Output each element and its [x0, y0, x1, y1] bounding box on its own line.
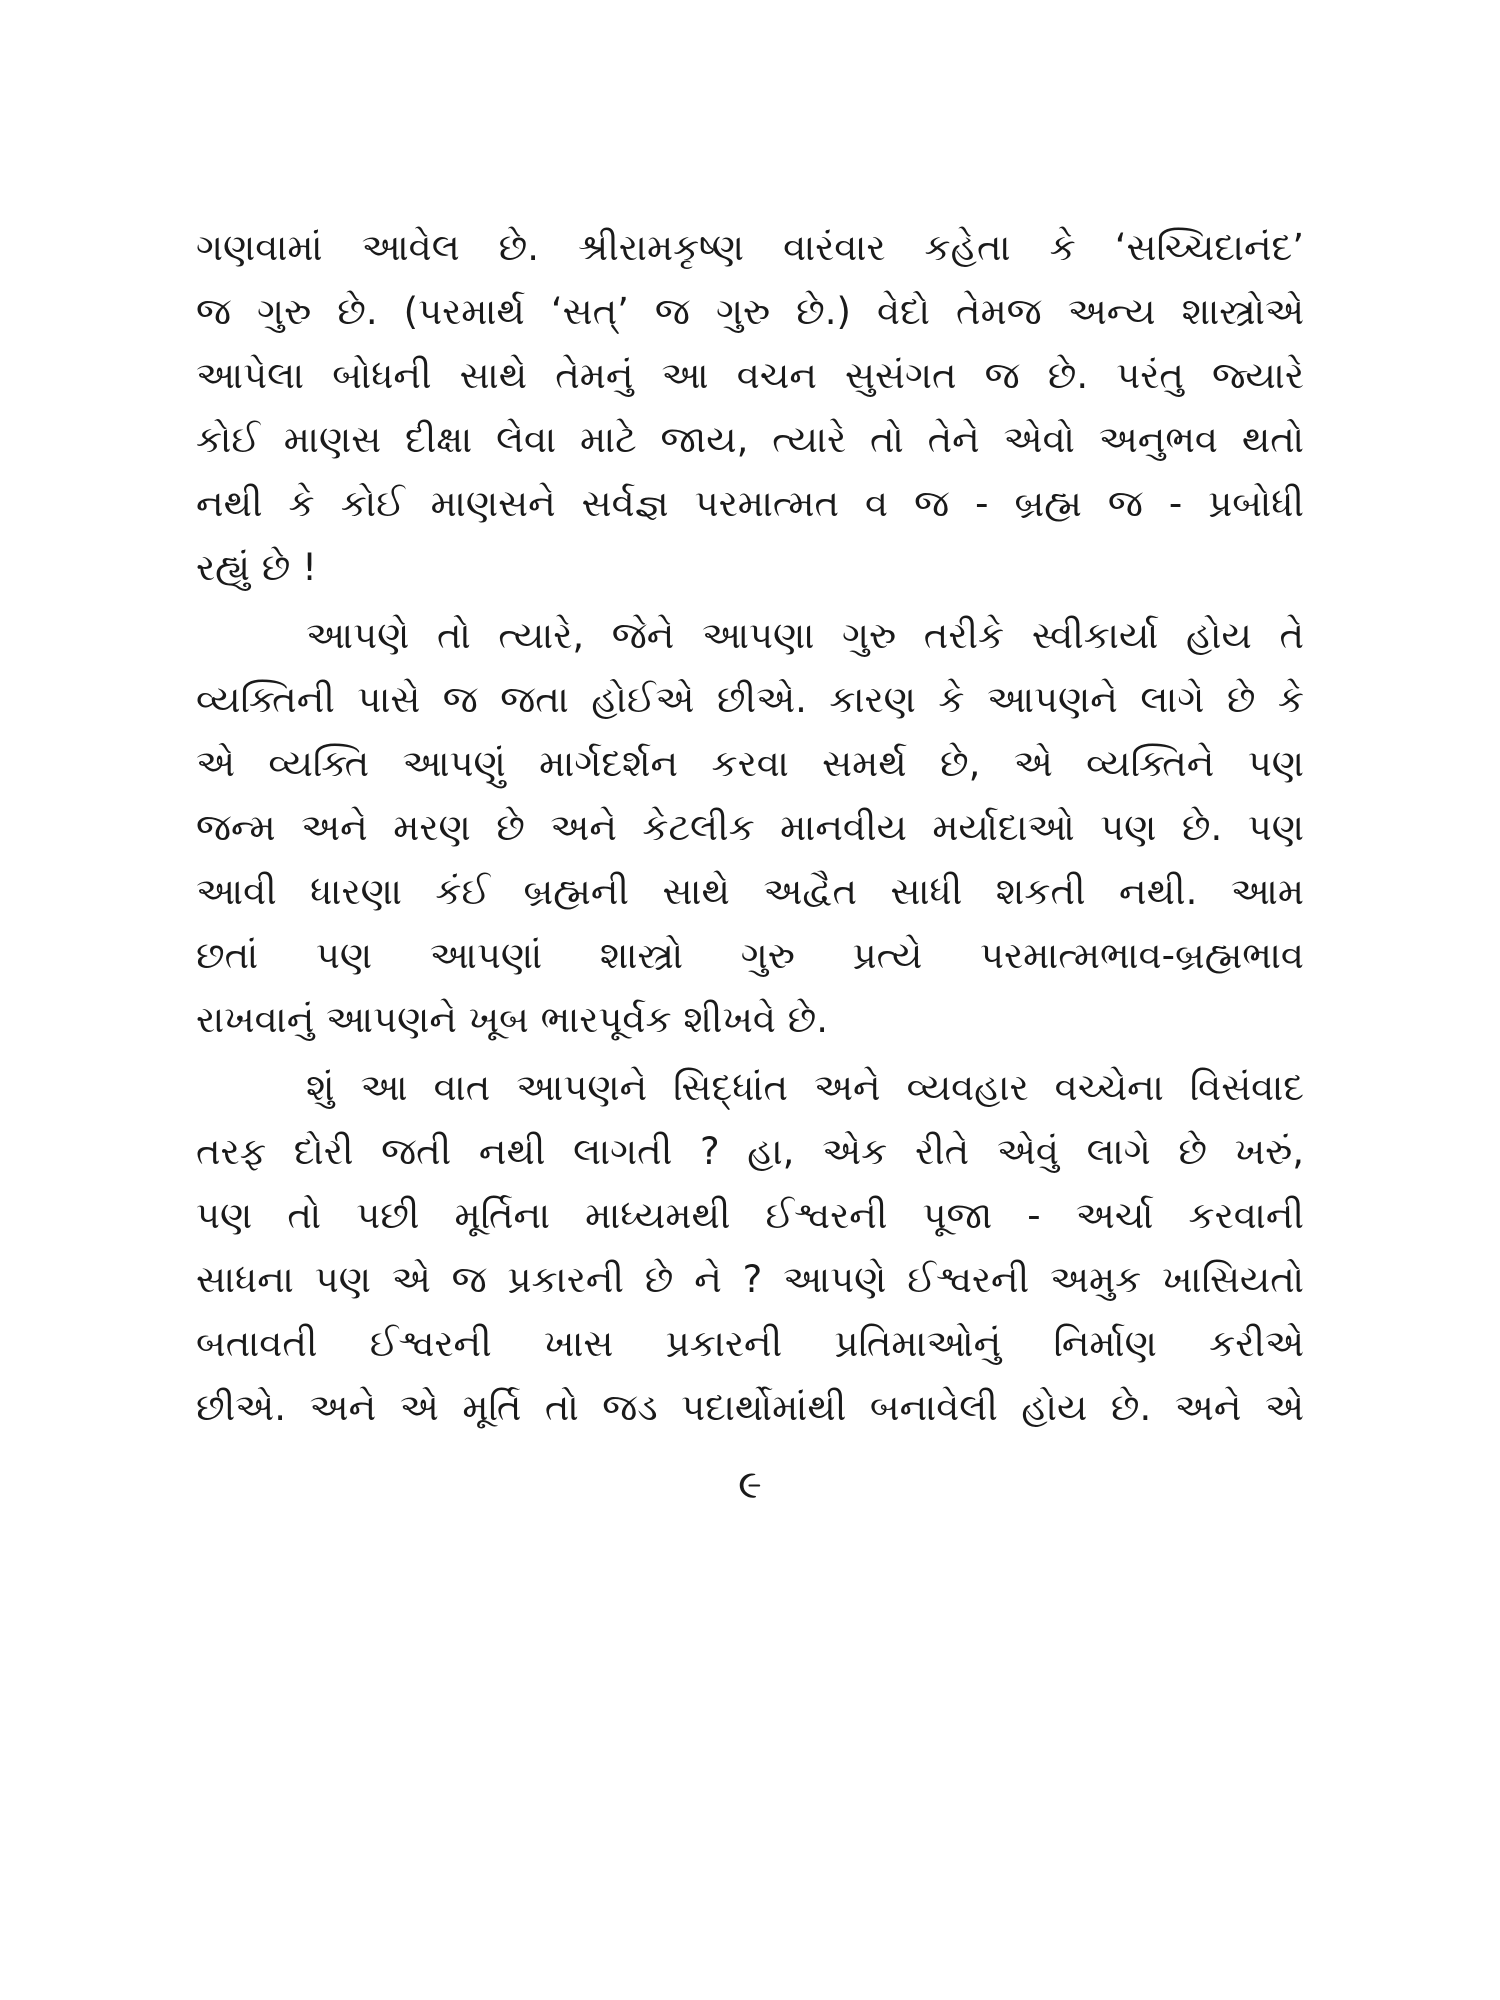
- text-line: એ વ્યક્તિ આપણું માર્ગદર્શન કરવા સમર્થ છે, એ વ્યક્તિને પણ: [196, 742, 1304, 785]
- text-line: પણ તો પછી મૂર્તિના માધ્યમથી ઈશ્વરની પૂજા - અર્ચા કરવાની: [196, 1194, 1304, 1237]
- text-line: જ ગુરુ છે. (પરમાર્થ ‘સત્’ જ ગુરુ છે.) વેદો તેમજ અન્ય શાસ્ત્રોએ: [196, 290, 1304, 333]
- text-line: શું આ વાત આપણને સિદ્ધાંત અને વ્યવહાર વચ્ચેના વિસંવાદ: [306, 1066, 1304, 1109]
- text-line: સાધના પણ એ જ પ્રકારની છે ને ? આપણે ઈશ્વરની અમુક ખાસિયતો: [196, 1258, 1304, 1301]
- text-line: બતાવતી ઈશ્વરની ખાસ પ્રકારની પ્રતિમાઓનું નિર્માણ કરીએ: [196, 1322, 1304, 1365]
- text-line: છતાં પણ આપણાં શાસ્ત્રો ગુરુ પ્રત્યે પરમાત્મભાવ-બ્રહ્મભાવ: [196, 934, 1304, 977]
- text-line: તરફ દોરી જતી નથી લાગતી ? હા, એક રીતે એવું લાગે છે ખરું,: [196, 1130, 1304, 1173]
- text-line: નથી કે કોઈ માણસને સર્વજ્ઞ પરમાત્મત વ જ - બ્રહ્મ જ - પ્રબોધી: [196, 482, 1304, 525]
- text-line: જન્મ અને મરણ છે અને કેટલીક માનવીય મર્યાદાઓ પણ છે. પણ: [196, 806, 1304, 849]
- text-line: વ્યક્તિની પાસે જ જતા હોઈએ છીએ. કારણ કે આપણને લાગે છે કે: [196, 678, 1304, 721]
- text-line: ગણવામાં આવેલ છે. શ્રીરામકૃષ્ણ વારંવાર કહેતા કે ‘સચ્ચિદાનંદ’: [196, 226, 1304, 269]
- text-line: છીએ. અને એ મૂર્તિ તો જડ પદાર્થોમાંથી બનાવેલી હોય છે. અને એ: [196, 1386, 1304, 1429]
- text-line: આપેલા બોધની સાથે તેમનું આ વચન સુસંગત જ છે. પરંતુ જ્યારે: [196, 354, 1304, 397]
- text-line: આવી ધારણા કંઈ બ્રહ્મની સાથે અદ્વૈત સાધી શકતી નથી. આમ: [196, 870, 1304, 913]
- text-line: રહ્યું છે !: [196, 546, 317, 589]
- text-line: રાખવાનું આપણને ખૂબ ભારપૂર્વક શીખવે છે.: [196, 998, 829, 1041]
- text-line: કોઈ માણસ દીક્ષા લેવા માટે જાય, ત્યારે તો તેને એવો અનુભવ થતો: [196, 418, 1304, 461]
- text-line: આપણે તો ત્યારે, જેને આપણા ગુરુ તરીકે સ્વીકાર્યા હોય તે: [306, 614, 1304, 657]
- page-number: ૯: [738, 1462, 762, 1508]
